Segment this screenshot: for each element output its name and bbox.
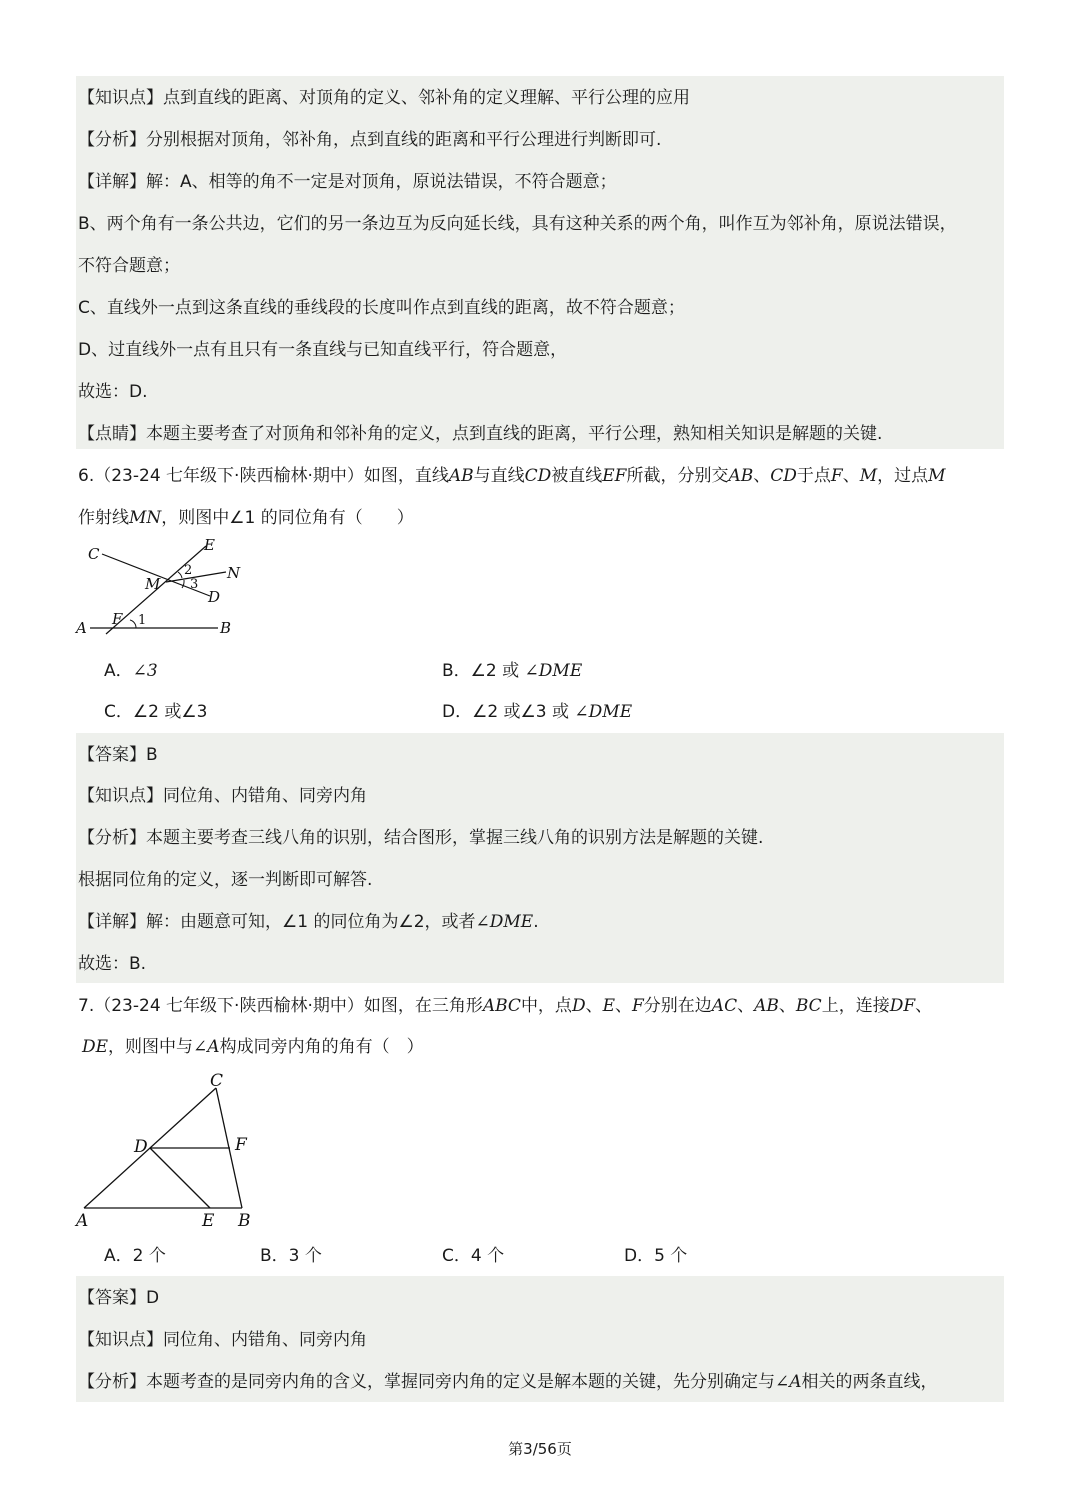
math: ∠A <box>193 1037 220 1057</box>
figure-q6 <box>70 530 260 650</box>
analysis-5: 【分析】分别根据对顶角，邻补角，点到直线的距离和平行公理进行判断即可. <box>78 130 662 150</box>
text: 、 <box>915 996 933 1016</box>
math: AC <box>711 996 738 1016</box>
detail-5-4: C、直线外一点到这条直线的垂线段的长度叫作点到直线的距离，故不符合题意； <box>78 298 685 318</box>
label-C: C <box>88 545 100 563</box>
detail-5-2: B、两个角有一条公共边，它们的另一条边互为反向延长线，具有这种关系的两个角，叫作互为邻补角，原说法错误， <box>78 214 957 234</box>
text: 中，点 <box>520 996 572 1016</box>
option-7-A[interactable]: A．2 个 <box>104 1246 166 1266</box>
math: ABC <box>482 996 521 1016</box>
knowledge-7: 【知识点】同位角、内错角、同旁内角 <box>78 1330 367 1350</box>
label-D: D <box>134 1137 148 1157</box>
option-label: C． <box>104 702 133 722</box>
text: 、 <box>778 996 796 1016</box>
math: CD <box>770 466 797 486</box>
math: DE <box>82 1037 109 1057</box>
analysis-6-2: 根据同位角的定义，逐一判断即可解答. <box>78 870 373 890</box>
page-number: 第3/56页 <box>508 1440 572 1458</box>
text: 与直线 <box>473 466 525 486</box>
segment-DE <box>150 1148 210 1208</box>
math: MN <box>129 508 162 528</box>
label-angle-1: 1 <box>138 613 147 628</box>
text: 相关的两条直线， <box>801 1372 938 1392</box>
label-A: A <box>76 619 87 637</box>
math: M <box>859 466 878 486</box>
math: E <box>602 996 615 1016</box>
label-E: E <box>202 1211 215 1231</box>
math: ∠DME <box>475 912 534 932</box>
option-value: ∠2 或 <box>470 661 525 681</box>
arc-angle-1 <box>130 620 136 628</box>
option-label: B． <box>442 661 471 681</box>
question-number: 6. <box>78 466 95 486</box>
label-N: N <box>227 564 241 582</box>
answer-6: 【答案】B <box>78 745 158 765</box>
text: 上，连接 <box>821 996 890 1016</box>
math: F <box>632 996 644 1016</box>
option-7-B[interactable]: B．3 个 <box>260 1246 322 1266</box>
text: 【详解】解：由题意可知，∠1 的同位角为∠2，或者 <box>78 912 476 932</box>
knowledge-6: 【知识点】同位角、内错角、同旁内角 <box>78 786 367 806</box>
answer-7: 【答案】D <box>78 1288 160 1308</box>
option-7-C[interactable]: C．4 个 <box>442 1246 505 1266</box>
text: ，则图中与 <box>108 1037 194 1057</box>
label-B: B <box>220 619 232 637</box>
math: F <box>830 466 843 486</box>
solution-block-6 <box>76 733 1004 983</box>
label-B: B <box>238 1211 251 1231</box>
text: 、 <box>585 996 603 1016</box>
label-angle-3: 3 <box>190 577 199 592</box>
text: . <box>533 912 539 932</box>
text: 分别在边 <box>643 996 712 1016</box>
option-value: ∠2 或∠3 或 <box>472 702 575 722</box>
choose-5: 故选：D. <box>78 382 148 402</box>
label-A: A <box>76 1211 89 1231</box>
choose-6: 故选：B. <box>78 954 147 974</box>
question-6-line-2 <box>78 506 414 530</box>
analysis-6: 【分析】本题主要考查三线八角的识别，结合图形，掌握三线八角的识别方法是解题的关键. <box>78 828 764 848</box>
text: 、 <box>615 996 632 1016</box>
option-label: A． <box>104 661 133 681</box>
question-source: （23-24 七年级下·陕西榆林·期中） <box>94 466 364 486</box>
knowledge-5: 【知识点】点到直线的距离、对顶角的定义、邻补角的定义理解、平行公理的应用 <box>78 88 690 108</box>
detail-5-1: 【详解】解：A、相等的角不一定是对顶角，原说法错误，不符合题意； <box>78 172 617 192</box>
math: AB <box>728 466 754 486</box>
label-D: D <box>208 588 221 606</box>
question-number: 7. <box>78 996 95 1016</box>
math: BC <box>795 996 822 1016</box>
arc-angle-2 <box>178 572 182 578</box>
question-source: （23-24 七年级下·陕西榆林·期中） <box>94 996 364 1016</box>
detail-5-5: D、过直线外一点有且只有一条直线与已知直线平行，符合题意， <box>78 340 568 360</box>
text: ，过点 <box>877 466 929 486</box>
question-6-line-1 <box>78 464 946 488</box>
text: 、 <box>842 466 860 486</box>
option-6-D[interactable] <box>442 700 632 724</box>
label-E: E <box>204 536 215 554</box>
text: 所截，分别交 <box>626 466 729 486</box>
text: 【分析】本题考查的是同旁内角的含义，掌握同旁内角的定义是解本题的关键，先分别确定与 <box>78 1372 775 1392</box>
text: 如图，在三角形 <box>363 996 483 1016</box>
option-value: ∠3 <box>132 661 158 681</box>
label-C: C <box>210 1071 224 1091</box>
label-F: F <box>112 610 123 628</box>
question-7-line-1 <box>78 994 932 1018</box>
text: 构成同旁内角的角有（ ） <box>219 1037 424 1057</box>
math: M <box>928 466 946 486</box>
option-value-math: ∠DME <box>574 702 633 722</box>
question-7-line-2 <box>82 1035 424 1059</box>
option-label: D． <box>442 702 473 722</box>
text: 作射线 <box>78 508 129 528</box>
math: DF <box>889 996 916 1016</box>
label-M: M <box>145 575 161 593</box>
label-F: F <box>235 1135 247 1155</box>
text: 被直线 <box>551 466 603 486</box>
option-value-math: ∠DME <box>524 661 583 681</box>
text: 如图，直线 <box>363 466 449 486</box>
figure-q7 <box>70 1066 270 1236</box>
detail-6 <box>78 910 539 934</box>
label-angle-2: 2 <box>184 563 193 578</box>
comment-5: 【点睛】本题主要考查了对顶角和邻补角的定义，点到直线的距离，平行公理，熟知相关知识是解题的关键. <box>78 424 883 444</box>
text: 、 <box>737 996 755 1016</box>
option-6-B[interactable] <box>442 659 582 683</box>
option-value: ∠2 或∠3 <box>132 702 208 722</box>
math: AB <box>754 996 779 1016</box>
detail-5-3: 不符合题意； <box>78 256 180 276</box>
option-6-C[interactable] <box>104 700 207 724</box>
option-6-A[interactable] <box>104 659 158 683</box>
math: ∠A <box>775 1372 802 1392</box>
math: EF <box>602 466 627 486</box>
math: AB <box>448 466 474 486</box>
text: ，则图中∠1 的同位角有（ ） <box>161 508 414 528</box>
math: CD <box>524 466 552 486</box>
text: 于点 <box>796 466 831 486</box>
analysis-7 <box>78 1370 938 1394</box>
text: 、 <box>753 466 771 486</box>
math: D <box>571 996 586 1016</box>
option-7-D[interactable]: D．5 个 <box>624 1246 688 1266</box>
arc-angle-3 <box>182 580 184 588</box>
